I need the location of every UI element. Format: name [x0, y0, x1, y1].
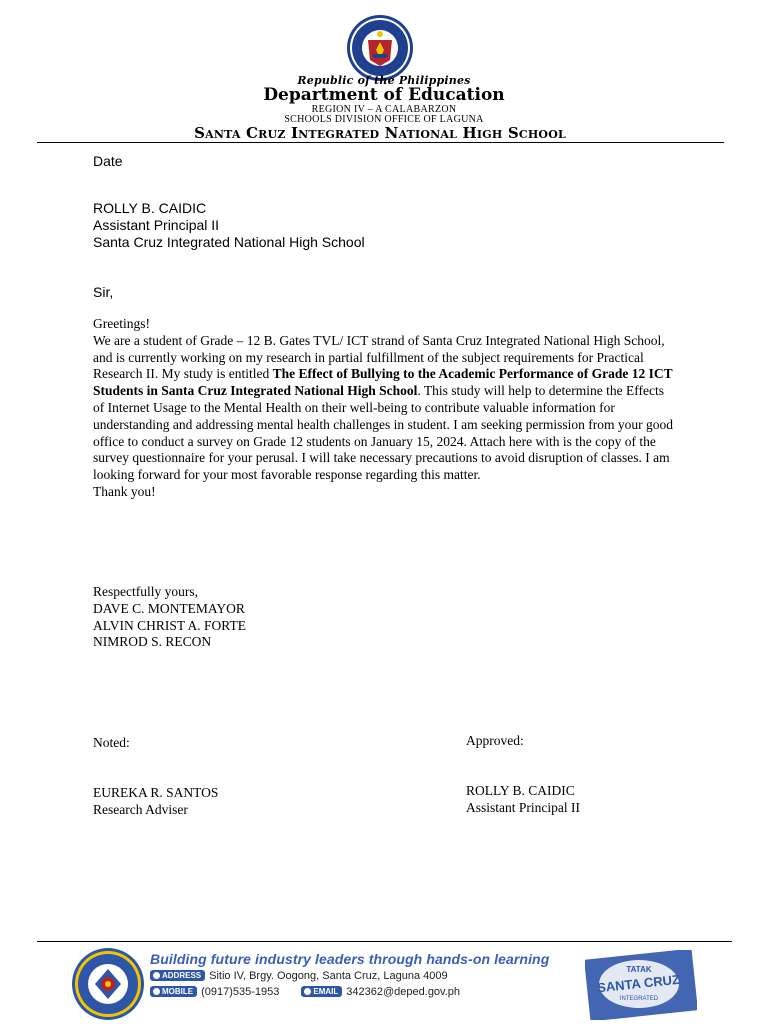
- stamp-main-text: SANTA CRUZ: [596, 971, 681, 996]
- study-title: The Effect of Bullying to the Academic Performance of Grade 12 ICT Students in Santa Cruz Integrated National High School: [93, 366, 673, 399]
- address-label: ADDRESS: [162, 971, 202, 980]
- phone-icon: [153, 988, 160, 995]
- noted-label: Noted:: [93, 735, 130, 750]
- contact-line: [150, 986, 460, 998]
- author-name: NIMROD S. RECON: [93, 634, 212, 650]
- noted-signatory: [93, 785, 218, 819]
- address-label-badge: [150, 970, 205, 981]
- mobile-label-badge: [150, 986, 197, 997]
- region-heading: REGION IV – A CALABARZON: [311, 104, 457, 115]
- approved-label: Approved:: [466, 733, 524, 748]
- approved-name: ROLLY B. CAIDIC: [466, 783, 575, 798]
- recipient-block: [93, 200, 365, 251]
- body-text-main: . This study will help to determine the Effects of Internet Usage to the Mental Health on their well-being to contribute valuable information for understanding and addressing mental health challenges in student. I am seeking permission from your good office to conduct a survey on Grade 12 students on January 15, 2024. Attach here with is the copy of the survey questionnaire for your perusal. I will take necessary precautions to avoid disruption of classes. I am looking forward for your most favorable response regarding this matter.: [93, 383, 673, 483]
- division-heading: SCHOOLS DIVISION OFFICE OF LAGUNA: [284, 114, 484, 125]
- salutation: Sir,: [93, 284, 114, 300]
- deped-seal-logo: [346, 14, 414, 82]
- signoff-block: [93, 584, 246, 651]
- stamp-top-text: TATAK: [626, 965, 652, 974]
- body-paragraph: [93, 333, 673, 484]
- recipient-name: ROLLY B. CAIDIC: [93, 200, 207, 216]
- republic-heading: Republic of the Philippines: [297, 74, 471, 87]
- department-heading: Department of Education: [263, 85, 505, 105]
- mobile-label: MOBILE: [162, 987, 194, 996]
- location-icon: [153, 972, 160, 979]
- noted-name: EUREKA R. SANTOS: [93, 785, 219, 800]
- letter-body: [93, 316, 673, 501]
- footer-tagline: Building future industry leaders through hands-on learning: [150, 951, 550, 967]
- address-text: Sitio IV, Brgy. Oogong, Santa Cruz, Laguna 4009: [209, 970, 448, 982]
- closing-line: Respectfully yours,: [93, 584, 198, 599]
- school-logo: [71, 947, 145, 1021]
- recipient-position: Assistant Principal II: [93, 217, 220, 233]
- date-label: Date: [93, 153, 123, 169]
- author-name: DAVE C. MONTEMAYOR: [93, 600, 245, 616]
- noted-position: Research Adviser: [93, 801, 188, 817]
- approved-position: Assistant Principal II: [466, 799, 580, 815]
- address-line: [150, 970, 448, 982]
- email-label: EMAIL: [313, 987, 339, 996]
- approved-signatory: [466, 783, 580, 817]
- stamp-bottom-text: INTEGRATED: [619, 996, 659, 1002]
- header-divider: [37, 142, 724, 143]
- recipient-school: Santa Cruz Integrated National High School: [93, 234, 365, 250]
- email-label-badge: [301, 986, 342, 997]
- mobile-text: (0917)535-1953: [201, 986, 280, 998]
- email-text: 342362@deped.gov.ph: [346, 986, 461, 998]
- body-text-intro: We are a student of Grade – 12 B. Gates TVL/ ICT strand of Santa Cruz Integrated National High School, and is currently working on my research in partial fulfillment of the subject requirements for Practical Research II. My study is entitled: [93, 332, 665, 382]
- greeting: Greetings!: [93, 316, 150, 331]
- tatak-santa-cruz-stamp: [585, 950, 697, 1020]
- author-name: ALVIN CHRIST A. FORTE: [93, 617, 246, 633]
- thanks-line: Thank you!: [93, 483, 156, 499]
- school-heading: Santa Cruz Integrated National High School: [194, 124, 566, 142]
- mail-icon: [304, 988, 311, 995]
- footer-divider: [37, 941, 732, 942]
